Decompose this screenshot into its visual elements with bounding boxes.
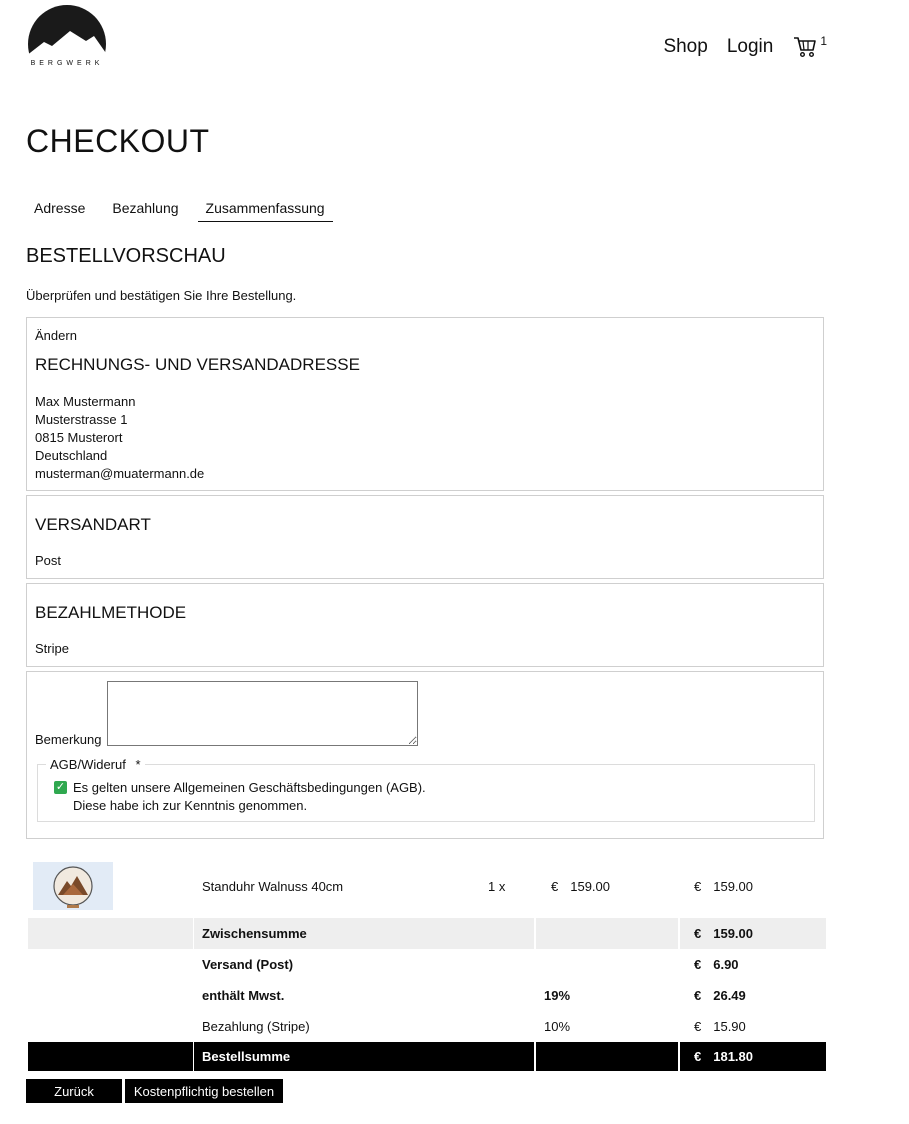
payment-fee-rate: 10% [544, 1019, 571, 1034]
vat-amount: 26.49 [713, 988, 746, 1003]
shipping-cost-value [680, 949, 826, 980]
terms-legend-label: AGB/Wideruf [50, 757, 126, 772]
address-lines [35, 393, 204, 483]
shipping-row [26, 949, 826, 980]
subtotal-amount: 159.00 [713, 926, 753, 941]
tab-zusammenfassung[interactable]: Zusammenfassung [198, 200, 333, 222]
terms-line-2: Diese habe ich zur Kenntnis genommen. [73, 798, 308, 813]
page-title: CHECKOUT [26, 123, 210, 159]
intro-text: Überprüfen und bestätigen Sie Ihre Bestellung. [26, 288, 297, 303]
cart-button[interactable] [793, 36, 827, 58]
payment-fee-label: Bezahlung (Stripe) [202, 1019, 310, 1034]
product-image[interactable] [33, 862, 113, 910]
terms-text[interactable] [73, 779, 426, 815]
subtotal-value [680, 918, 826, 949]
vat-label: enthält Mwst. [202, 988, 285, 1003]
payment-fee-row [26, 1011, 826, 1042]
grand-total-row [26, 1042, 826, 1071]
product-clock-image-icon [33, 862, 113, 910]
vat-row [26, 980, 826, 1011]
grand-total-empty-cell [28, 1042, 193, 1071]
tab-adresse[interactable]: Adresse [34, 200, 86, 216]
grand-total-label: Bestellsumme [194, 1042, 534, 1071]
product-image-cell [28, 858, 193, 914]
unit-price-value: 159.00 [570, 878, 610, 894]
line-total-value: 159.00 [713, 878, 753, 894]
product-line-total [680, 858, 826, 914]
grand-total-value [680, 1042, 826, 1071]
order-summary-table [26, 858, 826, 1071]
payment-fee-amount: 15.90 [713, 1019, 746, 1034]
address-city: 0815 Musterort [35, 430, 123, 445]
currency-symbol: € [694, 878, 702, 894]
currency-symbol: € [694, 1049, 702, 1064]
required-mark: * [135, 757, 141, 772]
grand-total-amount: 181.80 [713, 1049, 753, 1064]
payment-value: Stripe [35, 641, 69, 656]
currency-symbol: € [694, 957, 702, 972]
subtotal-empty-cell [28, 918, 193, 949]
place-order-button[interactable]: Kostenpflichtig bestellen [125, 1079, 283, 1103]
nav-shop-link[interactable]: Shop [663, 36, 708, 57]
shipping-title: VERSANDART [35, 515, 151, 534]
address-country: Deutschland [35, 448, 108, 463]
remark-box [26, 671, 824, 839]
shipping-cost-label: Versand (Post) [202, 957, 294, 972]
cart-count-badge: 1 [820, 34, 827, 48]
terms-legend [46, 757, 145, 772]
currency-symbol: € [551, 878, 559, 894]
top-nav [644, 36, 827, 58]
edit-address-link[interactable]: Ändern [35, 328, 77, 343]
shopping-cart-icon [793, 36, 817, 58]
address-email: musterman@muatermann.de [35, 466, 205, 481]
product-name: Standuhr Walnuss 40cm [202, 878, 344, 894]
address-name: Max Mustermann [35, 394, 136, 409]
tab-bezahlung[interactable]: Bezahlung [112, 200, 179, 216]
payment-title: BEZAHLMETHODE [35, 603, 187, 622]
checkout-steps [26, 200, 344, 222]
payment-fee-value [680, 1011, 826, 1042]
currency-symbol: € [694, 988, 702, 1003]
logo-text: BERGWERK [30, 60, 104, 67]
address-title: RECHNUNGS- UND VERSANDADRESSE [35, 355, 360, 374]
address-box [26, 317, 824, 491]
terms-fieldset [37, 757, 815, 822]
table-row [26, 858, 826, 914]
payment-box [26, 583, 824, 667]
nav-login-link[interactable]: Login [726, 36, 774, 57]
product-qty: 1 x [488, 878, 506, 894]
vat-value [680, 980, 826, 1011]
shipping-amount: 6.90 [713, 957, 739, 972]
remark-textarea[interactable] [107, 681, 418, 746]
terms-checkbox[interactable]: ✓ [55, 781, 66, 793]
subtotal-rate-cell [536, 918, 678, 949]
section-title: BESTELLVORSCHAU [26, 245, 226, 267]
subtotal-label: Zwischensumme [194, 918, 534, 949]
back-button[interactable]: Zurück [26, 1079, 122, 1103]
shipping-value: Post [35, 553, 62, 568]
currency-symbol: € [694, 926, 702, 941]
remark-label: Bemerkung [35, 732, 102, 747]
terms-line-1: Es gelten unsere Allgemeinen Geschäftsbedingungen (AGB). [73, 780, 426, 795]
mountain-logo-icon [26, 4, 108, 64]
subtotal-row [26, 918, 826, 949]
grand-total-rate-cell [536, 1042, 678, 1071]
shipping-box [26, 495, 824, 579]
address-street: Musterstrasse 1 [35, 412, 128, 427]
brand-logo[interactable] [26, 4, 108, 88]
product-unit-price [551, 858, 610, 914]
currency-symbol: € [694, 1019, 702, 1034]
vat-rate: 19% [544, 988, 571, 1003]
